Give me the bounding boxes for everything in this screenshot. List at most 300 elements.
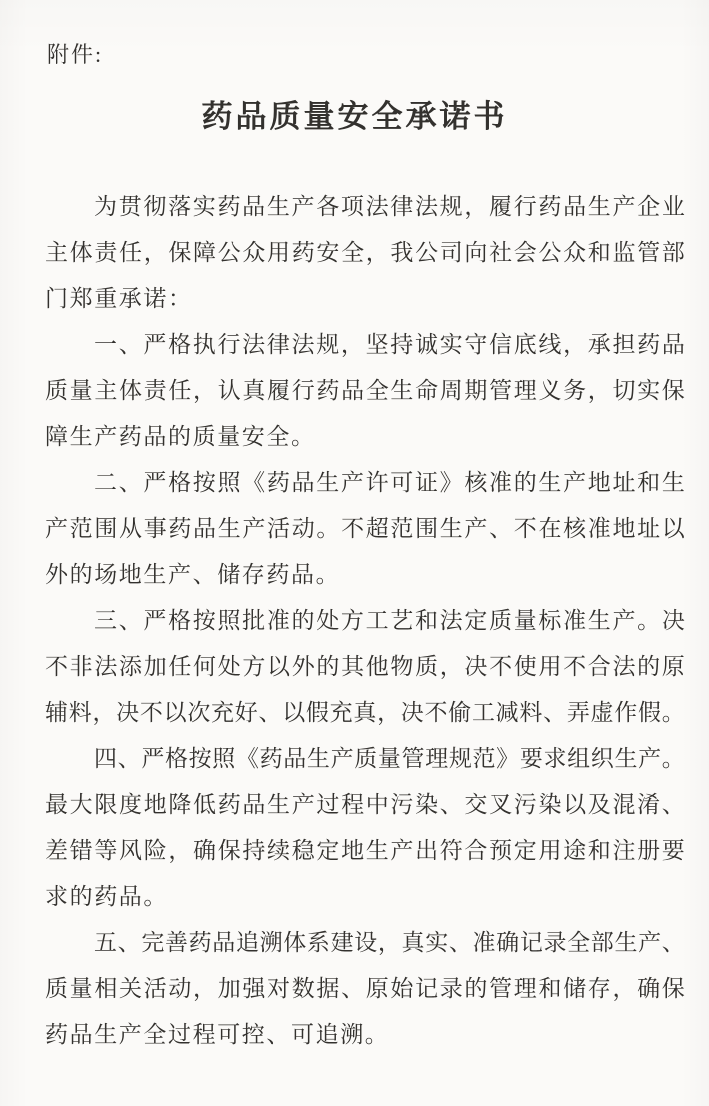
doc-char: 非 bbox=[69, 654, 93, 679]
doc-char: 合 bbox=[464, 838, 488, 863]
doc-char: 准 bbox=[489, 470, 512, 495]
doc-char: 外 bbox=[291, 654, 315, 679]
doc-char: 任 bbox=[168, 378, 192, 403]
doc-char: 限 bbox=[94, 792, 118, 817]
doc-char: 址 bbox=[612, 470, 636, 495]
doc-char: 按 bbox=[188, 746, 212, 771]
doc-char: 活 bbox=[267, 516, 291, 541]
doc-char: 社 bbox=[489, 240, 513, 265]
doc-char: 三 bbox=[94, 608, 117, 633]
doc-char: 预 bbox=[489, 838, 513, 863]
doc-char: 污 bbox=[390, 792, 414, 817]
doc-char: 稳 bbox=[291, 838, 315, 863]
doc-char: 的 bbox=[291, 608, 315, 633]
doc-char: 生 bbox=[306, 746, 330, 771]
doc-char: 产 bbox=[45, 516, 68, 541]
doc-char: 主 bbox=[45, 240, 68, 265]
doc-char: 照 bbox=[217, 608, 241, 633]
doc-char: 品 bbox=[661, 332, 685, 357]
doc-char: 料 bbox=[519, 700, 543, 725]
doc-char: 偷 bbox=[448, 700, 472, 725]
doc-char: 主 bbox=[94, 378, 118, 403]
doc-char: 过 bbox=[316, 792, 340, 817]
doc-char: 差 bbox=[45, 838, 68, 863]
doc-line bbox=[45, 322, 685, 368]
doc-char: 。 bbox=[661, 700, 685, 725]
doc-char: 命 bbox=[415, 378, 439, 403]
doc-char: 和 bbox=[587, 838, 611, 863]
doc-char: 设 bbox=[354, 930, 378, 955]
doc-char: 决 bbox=[464, 654, 488, 679]
doc-char: 法 bbox=[94, 654, 118, 679]
doc-char: 注 bbox=[612, 838, 636, 863]
doc-char: 法 bbox=[439, 608, 463, 633]
doc-char: 理 bbox=[425, 746, 449, 771]
doc-char: 法 bbox=[365, 194, 389, 219]
doc-char: 线 bbox=[538, 332, 562, 357]
doc-char: 众 bbox=[563, 240, 587, 265]
doc-char: 周 bbox=[439, 378, 463, 403]
doc-char: 假 bbox=[305, 700, 329, 725]
doc-char: 持 bbox=[242, 838, 266, 863]
doc-char: 确 bbox=[496, 930, 520, 955]
doc-char: 和 bbox=[587, 240, 611, 265]
doc-char: 保 bbox=[661, 976, 685, 1001]
doc-char: 建 bbox=[330, 930, 354, 955]
doc-char: 定 bbox=[316, 838, 340, 863]
doc-char: 添 bbox=[119, 654, 143, 679]
doc-char: 四 bbox=[94, 746, 117, 771]
doc-char: ， bbox=[439, 654, 463, 679]
doc-char: 监 bbox=[612, 240, 636, 265]
doc-char: 记 bbox=[519, 930, 543, 955]
doc-char: 关 bbox=[119, 976, 143, 1001]
doc-char: 出 bbox=[415, 838, 439, 863]
doc-char: 、 bbox=[118, 608, 142, 633]
doc-char: 假 bbox=[637, 700, 661, 725]
doc-char: 法 bbox=[291, 332, 315, 357]
doc-char: 诚 bbox=[414, 332, 438, 357]
doc-char: 料 bbox=[68, 700, 92, 725]
doc-char: 方 bbox=[340, 608, 364, 633]
doc-char: 生 bbox=[316, 470, 340, 495]
doc-char: 障 bbox=[193, 240, 217, 265]
doc-char: 产 bbox=[242, 516, 266, 541]
doc-char: 品 bbox=[242, 194, 266, 219]
doc-char: 不 bbox=[139, 700, 163, 725]
doc-char: 充 bbox=[329, 700, 353, 725]
doc-line: 外的场地生产、储存药品。 bbox=[45, 562, 341, 587]
doc-char: 证 bbox=[414, 470, 438, 495]
doc-char: 以 bbox=[661, 516, 685, 541]
doc-char: 药 bbox=[168, 516, 192, 541]
doc-char: 生 bbox=[266, 194, 290, 219]
doc-char: ， bbox=[143, 240, 167, 265]
doc-char: 其 bbox=[341, 654, 365, 679]
doc-char: 、 bbox=[439, 792, 463, 817]
doc-char: 符 bbox=[439, 838, 463, 863]
doc-char: 体 bbox=[69, 240, 93, 265]
doc-char: ， bbox=[377, 700, 401, 725]
doc-char: 药 bbox=[266, 470, 290, 495]
doc-char: 药 bbox=[259, 746, 283, 771]
doc-line bbox=[45, 230, 685, 276]
doc-char: 和 bbox=[414, 608, 438, 633]
doc-char: 录 bbox=[543, 930, 567, 955]
doc-char: 原 bbox=[365, 976, 389, 1001]
doc-char: 为 bbox=[94, 194, 117, 219]
doc-char: 批 bbox=[242, 608, 266, 633]
doc-char: 、 bbox=[489, 516, 513, 541]
doc-char: 错 bbox=[69, 838, 93, 863]
doc-char: 、 bbox=[661, 930, 685, 955]
doc-char: 格 bbox=[168, 608, 192, 633]
doc-char: 的 bbox=[464, 976, 488, 1001]
doc-char: 、 bbox=[448, 930, 472, 955]
doc-char: 范 bbox=[69, 516, 93, 541]
doc-char: 记 bbox=[415, 976, 439, 1001]
doc-char: 工 bbox=[365, 608, 389, 633]
doc-char: 行 bbox=[291, 378, 315, 403]
doc-char: 实 bbox=[439, 332, 463, 357]
doc-char: 求 bbox=[543, 746, 567, 771]
doc-line bbox=[45, 368, 685, 414]
doc-char: ， bbox=[193, 976, 217, 1001]
doc-char: 严 bbox=[143, 470, 167, 495]
doc-char: 公 bbox=[415, 240, 439, 265]
doc-char: 决 bbox=[400, 700, 424, 725]
doc-char: 期 bbox=[464, 378, 488, 403]
doc-char: 生 bbox=[587, 194, 611, 219]
doc-char: 及 bbox=[587, 792, 611, 817]
doc-char: 虚 bbox=[590, 700, 614, 725]
doc-char: 处 bbox=[316, 608, 340, 633]
doc-char: ， bbox=[365, 240, 389, 265]
doc-char: 品 bbox=[291, 470, 315, 495]
doc-char: 确 bbox=[193, 838, 217, 863]
doc-char: 不 bbox=[424, 700, 448, 725]
doc-char: 项 bbox=[340, 194, 364, 219]
doc-char: 淆 bbox=[637, 792, 661, 817]
doc-char: 担 bbox=[612, 332, 636, 357]
doc-char: 》 bbox=[496, 746, 520, 771]
doc-char: 事 bbox=[143, 516, 167, 541]
doc-char: 全 bbox=[341, 240, 365, 265]
doc-char: 全 bbox=[365, 378, 389, 403]
doc-char: 范 bbox=[472, 746, 496, 771]
doc-char: 数 bbox=[291, 976, 315, 1001]
doc-char: 等 bbox=[94, 838, 118, 863]
doc-char: 用 bbox=[538, 838, 562, 863]
doc-char: 律 bbox=[390, 194, 414, 219]
doc-char: 确 bbox=[637, 976, 661, 1001]
doc-char: 落 bbox=[168, 194, 192, 219]
doc-char: 理 bbox=[513, 378, 537, 403]
doc-char: 产 bbox=[330, 746, 354, 771]
doc-char: 、 bbox=[117, 930, 141, 955]
doc-char: 组 bbox=[567, 746, 591, 771]
doc-char: 决 bbox=[661, 608, 685, 633]
doc-char: 对 bbox=[267, 976, 291, 1001]
doc-char: 核 bbox=[464, 470, 488, 495]
doc-char: ， bbox=[377, 930, 401, 955]
doc-char: 真 bbox=[353, 700, 377, 725]
doc-char: 风 bbox=[119, 838, 143, 863]
doc-char: 追 bbox=[235, 930, 259, 955]
doc-char: 好 bbox=[234, 700, 258, 725]
doc-char: 混 bbox=[612, 792, 636, 817]
doc-char: ， bbox=[612, 976, 636, 1001]
doc-char: 产 bbox=[638, 930, 662, 955]
doc-char: 照 bbox=[212, 746, 236, 771]
doc-char: 污 bbox=[513, 792, 537, 817]
doc-char: 量 bbox=[69, 378, 93, 403]
doc-char: 的 bbox=[316, 654, 340, 679]
doc-char: 决 bbox=[116, 700, 140, 725]
doc-char: 严 bbox=[143, 608, 167, 633]
doc-char: 、 bbox=[661, 792, 685, 817]
doc-char: 标 bbox=[538, 608, 562, 633]
doc-char: 体 bbox=[283, 930, 307, 955]
doc-char: 生 bbox=[439, 516, 463, 541]
doc-char: 责 bbox=[143, 378, 167, 403]
paragraph-item-4 bbox=[45, 736, 685, 920]
doc-char: 履 bbox=[489, 194, 512, 219]
doc-char: 会 bbox=[513, 240, 537, 265]
doc-char: 生 bbox=[390, 378, 414, 403]
doc-char: 善 bbox=[164, 930, 188, 955]
doc-char: 药 bbox=[217, 194, 241, 219]
doc-char: 规 bbox=[316, 332, 340, 357]
doc-char: 五 bbox=[94, 930, 117, 955]
doc-char: 按 bbox=[192, 470, 216, 495]
doc-char: 活 bbox=[143, 976, 167, 1001]
doc-char: 、 bbox=[117, 746, 141, 771]
doc-char: ， bbox=[464, 194, 488, 219]
doc-line bbox=[45, 690, 685, 736]
doc-char: 的 bbox=[637, 654, 661, 679]
doc-char: 次 bbox=[187, 700, 211, 725]
doc-char: 减 bbox=[495, 700, 519, 725]
doc-char: 、 bbox=[341, 976, 365, 1001]
doc-char: 加 bbox=[143, 654, 167, 679]
doc-char: 贯 bbox=[118, 194, 142, 219]
doc-line: 药品生产全过程可控、可追溯。 bbox=[45, 1022, 390, 1047]
doc-char: 围 bbox=[94, 516, 118, 541]
doc-char: 量 bbox=[69, 976, 93, 1001]
doc-char: 始 bbox=[390, 976, 414, 1001]
doc-char: 品 bbox=[242, 792, 266, 817]
doc-char: 许 bbox=[365, 470, 389, 495]
doc-char: 保 bbox=[661, 378, 685, 403]
doc-char: 承 bbox=[587, 332, 611, 357]
doc-char: 准 bbox=[587, 516, 611, 541]
doc-char: 定 bbox=[464, 608, 488, 633]
doc-char: 生 bbox=[538, 470, 562, 495]
doc-line bbox=[45, 460, 685, 506]
doc-char: 他 bbox=[365, 654, 389, 679]
doc-char: 品 bbox=[341, 378, 365, 403]
doc-char: 最 bbox=[45, 792, 68, 817]
doc-char: 实 bbox=[637, 378, 661, 403]
doc-char: 录 bbox=[439, 976, 463, 1001]
doc-char: 动 bbox=[291, 516, 315, 541]
doc-char: 在 bbox=[538, 516, 562, 541]
doc-char: 和 bbox=[637, 470, 661, 495]
doc-char: 品 bbox=[283, 746, 307, 771]
doc-char: 织 bbox=[590, 746, 614, 771]
doc-char: 格 bbox=[168, 470, 192, 495]
doc-char: 产 bbox=[563, 470, 587, 495]
doc-char: 动 bbox=[168, 976, 192, 1001]
doc-char: 以 bbox=[563, 792, 587, 817]
doc-char: 质 bbox=[45, 378, 68, 403]
doc-char: 药 bbox=[316, 378, 340, 403]
doc-char: 不 bbox=[513, 516, 537, 541]
doc-char: 规 bbox=[439, 194, 463, 219]
doc-char: 准 bbox=[563, 608, 587, 633]
doc-char: 完 bbox=[141, 930, 165, 955]
doc-line bbox=[45, 920, 685, 966]
doc-char: 何 bbox=[193, 654, 217, 679]
doc-char: 产 bbox=[291, 792, 315, 817]
doc-char: 要 bbox=[519, 746, 543, 771]
doc-char: 。 bbox=[661, 746, 685, 771]
doc-char: 、 bbox=[543, 700, 567, 725]
doc-char: 管 bbox=[637, 240, 661, 265]
paragraph-item-3 bbox=[45, 598, 685, 736]
doc-char: 实 bbox=[192, 194, 216, 219]
doc-char: 质 bbox=[45, 976, 68, 1001]
doc-char: 范 bbox=[390, 516, 414, 541]
doc-char: 二 bbox=[94, 470, 117, 495]
doc-char: 地 bbox=[143, 792, 167, 817]
doc-char: 续 bbox=[267, 838, 291, 863]
doc-char: 可 bbox=[390, 470, 414, 495]
doc-char: ， bbox=[340, 332, 364, 357]
doc-char: 公 bbox=[538, 240, 562, 265]
doc-char: 体 bbox=[119, 378, 143, 403]
doc-line bbox=[45, 736, 685, 782]
doc-char: 一 bbox=[94, 332, 117, 357]
doc-char: 《 bbox=[242, 470, 266, 495]
doc-char: 中 bbox=[365, 792, 389, 817]
doc-char: 药 bbox=[291, 240, 315, 265]
doc-char: 据 bbox=[316, 976, 340, 1001]
doc-char: 业 bbox=[661, 194, 685, 219]
doc-char: 方 bbox=[242, 654, 266, 679]
doc-line bbox=[45, 782, 685, 828]
doc-char: 各 bbox=[316, 194, 340, 219]
doc-char: 核 bbox=[563, 516, 587, 541]
doc-char: 规 bbox=[448, 746, 472, 771]
doc-char: 部 bbox=[590, 930, 614, 955]
doc-char: 不 bbox=[45, 654, 68, 679]
doc-char: 保 bbox=[217, 838, 241, 863]
doc-char: 》 bbox=[439, 470, 463, 495]
doc-char: 药 bbox=[188, 930, 212, 955]
doc-char: 溯 bbox=[259, 930, 283, 955]
doc-char: 产 bbox=[638, 746, 662, 771]
doc-char: 众 bbox=[242, 240, 266, 265]
doc-char: 用 bbox=[267, 240, 291, 265]
doc-line bbox=[45, 598, 685, 644]
doc-char: 执 bbox=[192, 332, 216, 357]
doc-char: 以 bbox=[163, 700, 187, 725]
doc-char: 、 bbox=[118, 332, 142, 357]
doc-char: 原 bbox=[661, 654, 685, 679]
doc-line bbox=[45, 184, 685, 230]
doc-char: 系 bbox=[306, 930, 330, 955]
doc-char: 生 bbox=[267, 792, 291, 817]
doc-char: 保 bbox=[168, 240, 192, 265]
doc-char: 和 bbox=[538, 976, 562, 1001]
doc-char: 品 bbox=[563, 194, 587, 219]
doc-line: 求的药品。 bbox=[45, 884, 168, 909]
doc-char: ， bbox=[92, 700, 116, 725]
doc-char: 从 bbox=[119, 516, 143, 541]
doc-char: 。 bbox=[637, 608, 661, 633]
doc-line: 门郑重承诺： bbox=[45, 286, 193, 311]
doc-char: 准 bbox=[472, 930, 496, 955]
doc-char: 储 bbox=[563, 976, 587, 1001]
doc-char: 染 bbox=[415, 792, 439, 817]
doc-char: 法 bbox=[414, 194, 438, 219]
doc-char: 任 bbox=[119, 240, 143, 265]
doc-char: 行 bbox=[217, 332, 241, 357]
doc-char: 守 bbox=[464, 332, 488, 357]
doc-char: 生 bbox=[217, 516, 241, 541]
doc-char: 险 bbox=[143, 838, 167, 863]
doc-char: 准 bbox=[266, 608, 290, 633]
doc-line bbox=[45, 828, 685, 874]
doc-char: 坚 bbox=[365, 332, 389, 357]
doc-char: 产 bbox=[612, 194, 636, 219]
doc-char: 药 bbox=[637, 332, 661, 357]
doc-line bbox=[45, 966, 685, 1012]
doc-char: 格 bbox=[164, 746, 188, 771]
doc-char: 、 bbox=[258, 700, 282, 725]
doc-char: 的 bbox=[513, 470, 537, 495]
doc-line bbox=[45, 506, 685, 552]
doc-char: 量 bbox=[377, 746, 401, 771]
doc-char: 义 bbox=[538, 378, 562, 403]
doc-char: 。 bbox=[316, 516, 340, 541]
doc-char: 用 bbox=[538, 654, 562, 679]
doc-char: 交 bbox=[464, 792, 488, 817]
doc-char: 底 bbox=[513, 332, 537, 357]
doc-char: 产 bbox=[464, 516, 488, 541]
doc-char: 产 bbox=[291, 194, 315, 219]
doc-char: 认 bbox=[217, 378, 241, 403]
doc-char: 地 bbox=[612, 516, 636, 541]
doc-char: 切 bbox=[612, 378, 636, 403]
doc-char: 《 bbox=[235, 746, 259, 771]
doc-char: 址 bbox=[637, 516, 661, 541]
doc-char: 持 bbox=[390, 332, 414, 357]
doc-char: 作 bbox=[614, 700, 638, 725]
doc-char: ， bbox=[587, 378, 611, 403]
doc-char: 以 bbox=[282, 700, 306, 725]
doc-char: 律 bbox=[266, 332, 290, 357]
doc-char: 生 bbox=[365, 838, 389, 863]
doc-char: 不 bbox=[563, 654, 587, 679]
doc-char: 理 bbox=[513, 976, 537, 1001]
doc-char: 企 bbox=[637, 194, 661, 219]
doc-char: 围 bbox=[415, 516, 439, 541]
doc-char: 全 bbox=[567, 930, 591, 955]
doc-char: 量 bbox=[513, 608, 537, 633]
